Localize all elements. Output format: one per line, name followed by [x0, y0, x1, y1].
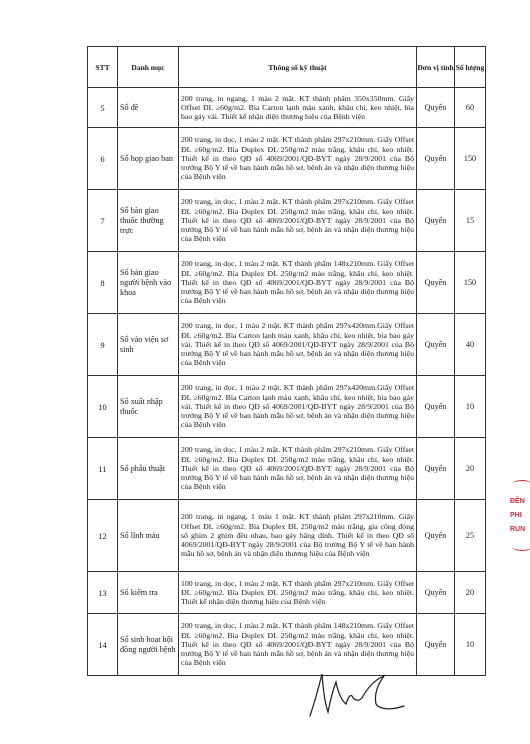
row-unit: Quyển [417, 128, 455, 190]
row-name: Sổ sinh hoạt hội đồng người bệnh [118, 614, 179, 676]
handwritten-signature [300, 664, 410, 720]
row-stt: 14 [88, 614, 118, 676]
header-row [88, 47, 486, 88]
row-qty: 20 [455, 438, 486, 500]
row-name: Sổ bàn giao người bệnh vào khoa [118, 252, 179, 314]
table-row [88, 376, 486, 438]
row-spec: 200 trang, in dọc, 1 màu 2 mặt. KT thành phẩm 297x210mm. Giấy Offset ĐL ≥60g/m2. Bìa Duplex ĐL 250g/m2 màu trắng, khâu chỉ, keo nhiệt. Thiết kế in theo QĐ số 4069/2001/QĐ-BYT ngày 28/9/2001 của Bộ trưởng Bộ Y tế về ban hành mẫu hồ sơ, bệnh án và nhận diện thương hiệu của Bệnh viện [179, 438, 417, 500]
header-quantity: Số lượng [455, 47, 486, 88]
header-unit: Đơn vị tính [417, 47, 455, 88]
table-row [88, 572, 486, 614]
row-name: Sổ bàn giao thuốc thường trực [118, 190, 179, 252]
row-name: Sổ đề [118, 88, 179, 128]
row-unit: Quyển [417, 88, 455, 128]
row-unit: Quyển [417, 314, 455, 376]
row-stt: 8 [88, 252, 118, 314]
row-stt: 6 [88, 128, 118, 190]
row-name: Sổ họp giao ban [118, 128, 179, 190]
header-spec: Thông số kỹ thuật [179, 47, 417, 88]
row-qty: 10 [455, 376, 486, 438]
stamp-text-1: ĐÊN [510, 498, 525, 505]
row-name: Sổ phẫu thuật [118, 438, 179, 500]
row-spec: 200 trang, in dọc, 1 màu 2 mặt. KT thành phẩm 148x210mm. Giấy Offset ĐL ≥60g/m2. Bìa Duplex ĐL 250g/m2 màu trắng, khâu chỉ, keo nhiệt. Thiết kế in theo QĐ số 4069/2001/QĐ-BYT ngày 28/9/2001 của Bộ trưởng Bộ Y tế về ban hành mẫu hồ sơ, bệnh án và nhận diện thương hiệu của Bệnh viện [179, 614, 417, 676]
row-spec: 200 trang, in dọc, 1 màu 2 mặt. KT thành phẩm 297x210mm. Giấy Offset ĐL ≥60g/m2. Bìa Duplex ĐL 250g/m2 màu trắng, khâu chỉ, keo nhiệt. Thiết kế in theo QĐ số 4069/2001/QĐ-BYT ngày 28/9/2001 của Bộ trưởng Bộ Y tế về ban hành mẫu hồ sơ, bệnh án và nhận diện thương hiệu của Bệnh viện [179, 190, 417, 252]
table-row [88, 438, 486, 500]
header-category: Danh mục [118, 47, 179, 88]
row-qty: 15 [455, 190, 486, 252]
row-spec: 200 trang, in dọc, 1 màu 2 mặt. KT thành phẩm 297x210mm. Giấy Offset ĐL ≥60g/m2. Bìa Duplex ĐL 250g/m2 màu trắng, khâu chỉ, keo nhiệt. Thiết kế in theo QĐ số 4069/2001/QĐ-BYT ngày 28/9/2001 của Bộ trưởng Bộ Y tế về ban hành mẫu hồ sơ, bệnh án và nhận diện thương hiệu của Bệnh viện [179, 128, 417, 190]
table-row [88, 128, 486, 190]
row-qty: 10 [455, 614, 486, 676]
table-row [88, 252, 486, 314]
row-name: Sổ kiểm tra [118, 572, 179, 614]
header-stt: STT [88, 47, 118, 88]
row-name: Sổ lĩnh máu [118, 500, 179, 572]
row-qty: 20 [455, 572, 486, 614]
table-row [88, 88, 486, 128]
row-stt: 13 [88, 572, 118, 614]
row-spec: 100 trang, in dọc, 1 màu 2 mặt. KT thành phẩm 297x210mm. Giấy Offset ĐL ≥60g/m2. Bìa Duplex ĐL 250g/m2 màu trắng, khâu chỉ, keo nhiệt. Thiết kế nhận diện thương hiệu của Bệnh viện [179, 572, 417, 614]
row-stt: 9 [88, 314, 118, 376]
row-unit: Quyển [417, 614, 455, 676]
stamp-arc-bottom [512, 542, 530, 551]
row-unit: Quyển [417, 190, 455, 252]
stamp-text-3: RUN [510, 526, 526, 533]
row-qty: 150 [455, 252, 486, 314]
row-spec: 200 trang, in dọc, 1 màu 2 mặt. KT thành phẩm 297x420mm.Giấy Offset ĐL ≥60g/m2. Bìa Carton lạnh màu xanh, khâu chỉ, keo nhiệt, bìa bao gáy vải. Thiết kế in theo QĐ số 4069/2001/QĐ-BYT ngày 28/9/2001 của Bộ trưởng Bộ Y tế về ban hành mẫu hồ sơ, bệnh án và nhận diện thương hiệu của Bệnh viện [179, 314, 417, 376]
row-qty: 40 [455, 314, 486, 376]
row-stt: 5 [88, 88, 118, 128]
stamp-arc-top [512, 480, 530, 489]
spec-table [87, 46, 486, 676]
row-stt: 10 [88, 376, 118, 438]
row-stt: 7 [88, 190, 118, 252]
row-spec: 200 trang, in dọc, 1 màu 2 mặt. KT thành phẩm 148x210mm. Giấy Offset ĐL ≥60g/m2. Bìa Duplex ĐL 250g/m2 màu trắng, khâu chỉ, keo nhiệt. Thiết kế in theo QĐ số 4069/2001/QĐ-BYT ngày 28/9/2001 của Bộ trưởng Bộ Y tế về ban hành mẫu hồ sơ, bệnh án và nhận diện thương hiệu của Bệnh viện [179, 252, 417, 314]
row-unit: Quyển [417, 252, 455, 314]
row-stt: 11 [88, 438, 118, 500]
row-unit: Quyển [417, 572, 455, 614]
row-unit: Quyển [417, 438, 455, 500]
row-qty: 150 [455, 128, 486, 190]
table-row [88, 614, 486, 676]
row-stt: 12 [88, 500, 118, 572]
row-spec: 200 trang, in ngang, 1 màu 1 mặt. KT thành phẩm 297x210mm. Giấy Offset ĐL ≥60g/m2. Bìa Duplex ĐL 250g/m2 màu trắng, gia công đóng sổ ghim 2 ghim đều nhau, bao gáy băng dính. Thiết kế in theo QĐ số 4069/2001/QĐ-BYT ngày 28/9/2001 của Bộ trưởng Bộ Y tế về ban hành mẫu hồ sơ, bệnh án và nhận diện thương hiệu của Bệnh viện [179, 500, 417, 572]
row-name: Sổ xuất nhập thuốc [118, 376, 179, 438]
stamp-text-2: PHI [510, 512, 522, 519]
row-spec: 200 trang, in dọc, 1 màu 2 mặt. KT thành phẩm 297x420mm.Giấy Offset ĐL ≥60g/m2. Bìa Carton lạnh màu xanh, khâu chỉ, keo nhiệt, bìa bao gáy vải. Thiết kế in theo QĐ số 4069/2001/QĐ-BYT ngày 28/9/2001 của Bộ trưởng Bộ Y tế về ban hành mẫu hồ sơ, bệnh án và nhận diện thương hiệu của Bệnh viện [179, 376, 417, 438]
table-row [88, 190, 486, 252]
row-unit: Quyển [417, 376, 455, 438]
row-unit: Quyển [417, 500, 455, 572]
row-qty: 25 [455, 500, 486, 572]
table-row [88, 500, 486, 572]
row-spec: 200 trang, in ngang, 1 màu 2 mặt. KT thành phẩm 350x350mm. Giấy Offset ĐL ≥60g/m2. Bìa Carton lạnh màu xanh, khâu chỉ, keo nhiệt, bìa bao gáy vải. Thiết kế nhận diện thương hiệu của Bệnh viện [179, 88, 417, 128]
row-name: Sổ vào viện sơ sinh [118, 314, 179, 376]
red-stamp-fragment [506, 470, 530, 580]
row-qty: 60 [455, 88, 486, 128]
table-row [88, 314, 486, 376]
